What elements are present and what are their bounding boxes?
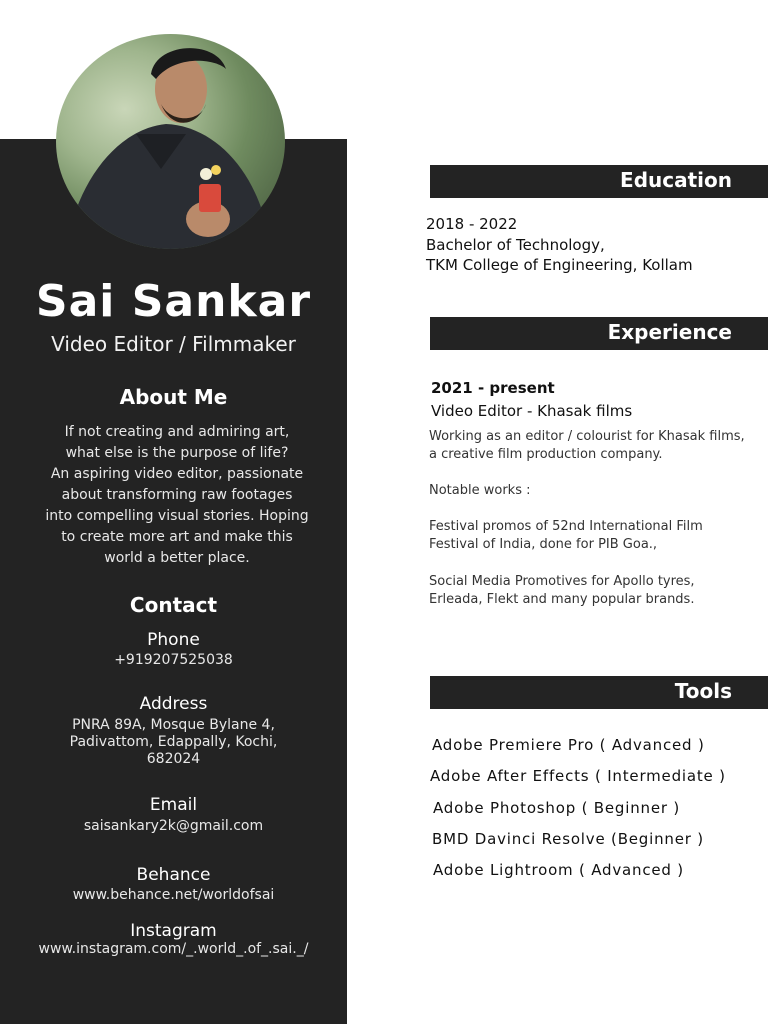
profile-photo [56,34,285,249]
tool-item: BMD Davinci Resolve (Beginner ) [432,830,704,848]
education-heading: Education [430,165,768,198]
education-degree: Bachelor of Technology, [426,236,605,254]
experience-period: 2021 - present [431,379,555,397]
education-college: TKM College of Engineering, Kollam [426,256,693,274]
tools-heading: Tools [430,676,768,709]
about-text [40,422,314,569]
notable-work-2 [429,573,764,609]
about-line: An aspiring video editor, passionate [50,466,304,482]
about-heading: About Me [119,385,228,409]
profile-title: Video Editor / Filmmaker [51,332,296,356]
experience-role: Video Editor - Khasak films [431,402,633,420]
address-value [0,717,347,768]
address-label: Address [139,694,208,714]
tool-item: Adobe Lightroom ( Advanced ) [433,861,684,879]
work-line: Festival of India, done for PIB Goa., [429,537,658,552]
about-line: to create more art and make this [61,529,293,545]
notable-work-1 [429,518,764,554]
person-illustration [56,34,285,249]
about-line: If not creating and admiring art, [64,424,290,440]
experience-description [429,428,764,464]
experience-heading: Experience [430,317,768,350]
notable-works-label: Notable works : [429,483,531,498]
phone-label: Phone [147,630,200,650]
work-line: Erleada, Flekt and many popular brands. [429,592,695,607]
address-line: PNRA 89A, Mosque Bylane 4, [72,717,275,733]
instagram-label: Instagram [130,921,217,941]
profile-name: Sai Sankar [35,276,312,327]
description-line: a creative film production company. [429,447,663,462]
about-line: world a better place. [104,550,250,566]
email-link[interactable]: saisankary2k@gmail.com [83,818,264,834]
work-line: Social Media Promotives for Apollo tyres, [429,574,695,589]
phone-value: +919207525038 [114,652,233,668]
contact-heading: Contact [129,593,218,617]
behance-link[interactable]: www.behance.net/worldofsai [72,887,275,903]
tool-item: Adobe Photoshop ( Beginner ) [433,799,681,817]
tool-item: Adobe After Effects ( Intermediate ) [430,767,726,785]
description-line: Working as an editor / colourist for Khasak films, [429,429,745,444]
work-line: Festival promos of 52nd International Film [429,519,703,534]
education-years: 2018 - 2022 [426,215,518,233]
email-label: Email [149,795,198,815]
address-line: 682024 [146,751,201,767]
about-line: into compelling visual stories. Hoping [45,508,309,524]
about-line: what else is the purpose of life? [65,445,289,461]
about-line: about transforming raw footages [61,487,293,503]
instagram-link[interactable]: www.instagram.com/_.world_.of_.sai._/ [38,941,309,957]
behance-label: Behance [136,865,211,885]
address-line: Padivattom, Edappally, Kochi, [69,734,278,750]
tool-item: Adobe Premiere Pro ( Advanced ) [432,736,705,754]
